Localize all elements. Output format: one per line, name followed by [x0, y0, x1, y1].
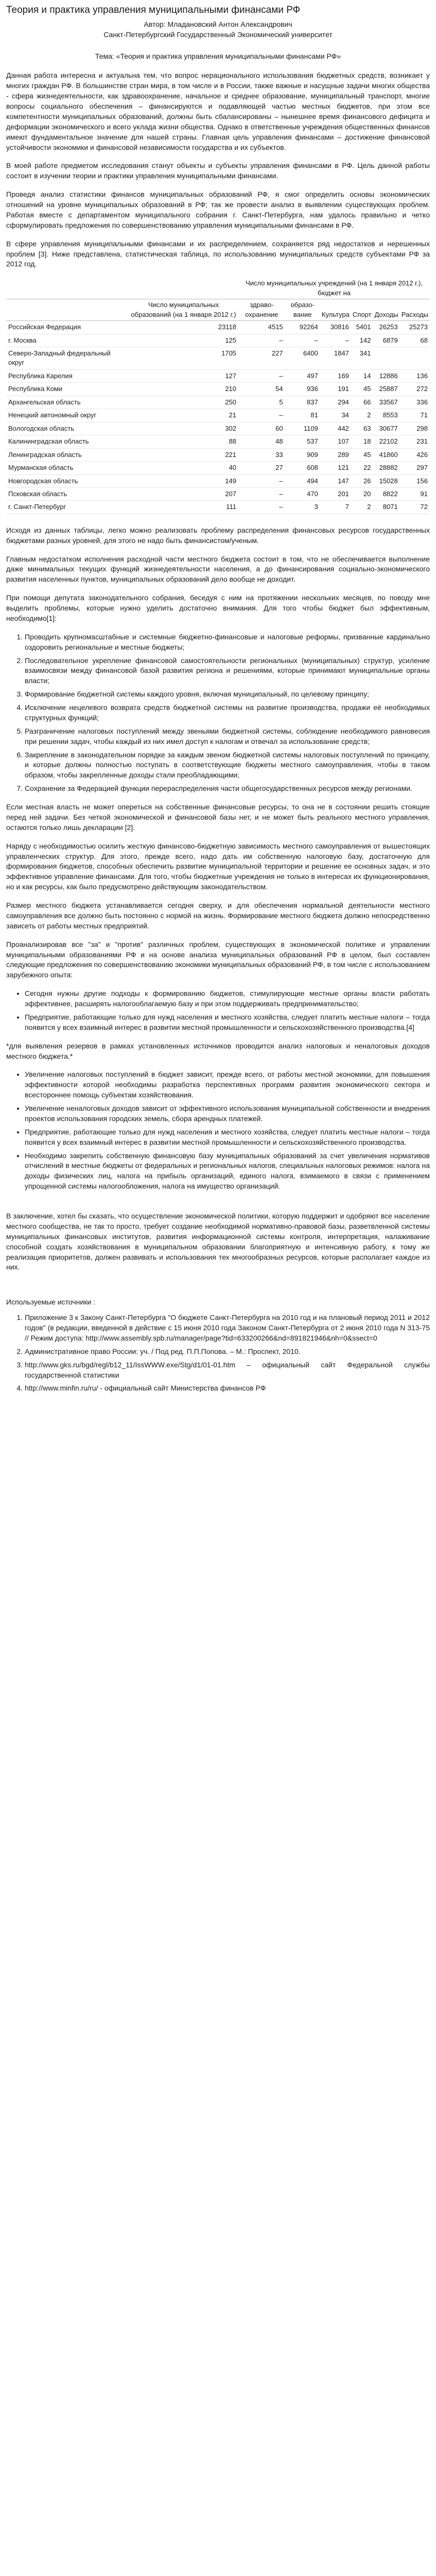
table-cell: 26 — [351, 474, 373, 487]
table-cell-region: Северо-Западный федеральный округ — [6, 347, 129, 369]
table-row — [6, 347, 430, 369]
table-cell: 294 — [320, 396, 351, 409]
table-row — [6, 369, 430, 382]
source-item: 1. Приложение 3 к Закону Санкт-Петербурга "О бюджете Санкт-Петербурга на 2010 год и на плановый период 2011 и 2012 годов" (в редакции, введенной в действие с 15 июня 2010 года Законом Санкт-Петербурга от 2 июня 2010 года N 313-75 // Режим доступа: http://www.assembly.spb.ru/manager/page?tid=633200266&nd=891821946&nh=0&ssect=0 — [25, 1313, 430, 1344]
table-cell: 30816 — [320, 321, 351, 334]
table-header: Спорт — [351, 299, 373, 321]
table-cell: 6400 — [285, 347, 320, 369]
table-cell: – — [238, 369, 285, 382]
table-header — [6, 278, 129, 299]
table-row — [6, 448, 430, 461]
table-cell: 442 — [320, 422, 351, 435]
table-cell: 91 — [400, 487, 430, 500]
table-cell: 107 — [320, 435, 351, 448]
table-header: Доходы — [373, 299, 399, 321]
table-cell: 1109 — [285, 422, 320, 435]
table-cell: 26253 — [373, 321, 399, 334]
table-cell: 289 — [320, 448, 351, 461]
table-cell-region: Вологодская область — [6, 422, 129, 435]
table-cell: 341 — [351, 347, 373, 369]
table-cell: 336 — [400, 396, 430, 409]
table-group-header: Число муниципальных учреждений (на 1 января 2012 г.), бюджет на — [238, 278, 430, 299]
list-item: 4. Исключение нецелевого возврата средств бюджетной системы на развитие производства, продажи её необходимых структурных функций; — [25, 703, 430, 723]
table-header: Расходы — [400, 299, 430, 321]
table-cell: 207 — [129, 487, 238, 500]
table-cell: 111 — [129, 501, 238, 514]
table-cell: – — [238, 501, 285, 514]
intro-paragraph: В сфере управления муниципальными финансами и их распределением, сохраняется ряд недостатков и нерешенных проблем [3]. Ниже представлена, статистическая таблица, по использованию муниципальных средств субъектами РФ за 2012 год. — [6, 239, 430, 268]
table-cell: 34 — [320, 409, 351, 422]
table-cell: – — [238, 487, 285, 500]
table-header: Культура — [320, 299, 351, 321]
table-cell: 30677 — [373, 422, 399, 435]
document-title: Теория и практика управления муниципальными финансами РФ — [6, 5, 301, 15]
table-cell: 221 — [129, 448, 238, 461]
table-cell: 60 — [238, 422, 285, 435]
list-item: • Предприятие, работающие только для нужд населения и местного хозяйства, следует платить местные налоги – тогда появится у всех взаимный интерес в развитии местной промышленности и сельскохозяйственного производства. — [25, 1127, 430, 1148]
table-cell: 121 — [320, 462, 351, 474]
table-cell: 88 — [129, 435, 238, 448]
table-cell: 936 — [285, 383, 320, 396]
table-cell: 227 — [238, 347, 285, 369]
table-cell: 4515 — [238, 321, 285, 334]
body-paragraph: Проанализировав все "за" и "против" различных проблем, существующих в экономической политике и управлении муниципальными образованиями РФ и на основе анализа муниципальных образований РФ в целом, был составлен следующие предложения по совершенствованию экономики муниципальных образований РФ, в том числе с использованием зарубежного опыта: — [6, 940, 430, 979]
table-cell: 68 — [400, 334, 430, 347]
table-cell-region: Республика Коми — [6, 383, 129, 396]
table-cell: 470 — [285, 487, 320, 500]
table-cell: 837 — [285, 396, 320, 409]
table-cell: 125 — [129, 334, 238, 347]
table-cell: 201 — [320, 487, 351, 500]
table-cell: 54 — [238, 383, 285, 396]
table-cell: 191 — [320, 383, 351, 396]
intro-paragraph: Данная работа интересна и актуальна тем, что вопрос нерационального использования бюджетных средств, возникает у многих граждан РФ. В большинстве стран мира, в том числе и в России, также важные и насущные задачи многих общества - сфера жизнедеятельности, как здравоохранение, начальное и среднее образование, муниципальный транспорт, многие вопросы социального обеспечения – финансируются и подавляющей частью местных бюджетов, при этом все компетентности муниципальных образований, должны быть сбалансированы – нынешнее время финансового дефицита и деформации экономического и всего уклада жизни общества. Однако в ответственные учреждения общественных финансов имеют фундаментальное значение для нашей страны. Главная цель управления финансами – достижение финансовой устойчивости экономики и финансовой независимости государства и их субъектов. — [6, 71, 430, 151]
table-cell: 20 — [351, 487, 373, 500]
conclusion-paragraph: В заключение, хотел бы сказать, что осуществление экономической политики, которую поддержит и одобряют все население местного сообщества, не так то просто, требует создание необходимой нормативно-правовой базы, разветвленной системы муниципальных финансовых институтов, развития информационной системы контроля, интерпретация, налаживание способной создать хозяйствования в муниципальном образовании благоприятную и интенсивную работу, к тому же реализация приоритетов, должен развивать и использования тех многообразных ресурсов, которые располагает каждое из них. — [6, 1212, 430, 1272]
table-cell: 25887 — [373, 383, 399, 396]
analysis-list — [6, 1070, 430, 1192]
table-cell: 169 — [320, 369, 351, 382]
table-cell: 909 — [285, 448, 320, 461]
table-cell: 5 — [238, 396, 285, 409]
institution: Санкт-Петербургский Государственный Экономический университет — [103, 30, 333, 39]
table-cell-region: Калининградская область — [6, 435, 129, 448]
intro-paragraph: В моей работе предметом исследования станут объекты и субъекты управления финансами в РФ. Цель данной работы состоит в изучении теории и практики управления муниципальными финансами. — [6, 161, 430, 180]
table-cell: 210 — [129, 383, 238, 396]
list-item: 7. Сохранение за Федерацией функции перераспределения части общегосударственных ресурсов между регионами. — [25, 784, 430, 794]
table-cell-region: г. Москва — [6, 334, 129, 347]
source-item: 3. http://www.gks.ru/bgd/regl/b12_11/IssWWW.exe/Stg/d1/01-01.htm – официальный сайт Федеральной службы государственной статистики — [25, 1360, 430, 1381]
table-cell: 40 — [129, 462, 238, 474]
proposals-list — [6, 989, 430, 1033]
table-cell: 72 — [400, 501, 430, 514]
table-cell: 272 — [400, 383, 430, 396]
table-cell: 494 — [285, 474, 320, 487]
author: Автор: Младановский Антон Александрович — [144, 20, 292, 28]
table-header: здраво-охранение — [238, 299, 285, 321]
source-item: 4. http://www.minfin.ru/ru/ - официальный сайт Министерства финансов РФ — [25, 1383, 430, 1394]
body-paragraph: Если местная власть не может опереться на собственные финансовые ресурсы, то она не в состоянии решить стоящие перед ней задачи. Без четкой экономической и финансовой базы нет, и не может быть реального местного управления, остаются только лишь декларации [2]. — [6, 803, 430, 832]
table-row — [6, 422, 430, 435]
table-cell: 8071 — [373, 501, 399, 514]
table-cell: 92264 — [285, 321, 320, 334]
list-item: 5. Разграничение налоговых поступлений между звеньями бюджетной системы, соблюдение необходимого равновесия при решении задач, чтобы каждый из них имел доступ к налогам и отвечал за использование средств; — [25, 726, 430, 747]
table-cell: 25273 — [400, 321, 430, 334]
table-cell: 18 — [351, 435, 373, 448]
table-cell: 7 — [320, 501, 351, 514]
table-cell: 8822 — [373, 487, 399, 500]
table-cell: 231 — [400, 435, 430, 448]
table-cell: 149 — [129, 474, 238, 487]
table-cell: – — [238, 409, 285, 422]
table-cell: 142 — [351, 334, 373, 347]
table-row — [6, 435, 430, 448]
list-item: 2. Последовательное укрепление финансовой самостоятельности региональных (муниципальных) структур, усиление взаимосвязи между финансовой базой развития региона и решениями, которые принимают муниципальные органы власти; — [25, 656, 430, 687]
spacer — [6, 1200, 430, 1211]
table-cell: 297 — [400, 462, 430, 474]
table-row — [6, 487, 430, 500]
table-cell: 27 — [238, 462, 285, 474]
list-item: • Увеличение налоговых поступлений в бюджет зависит, прежде всего, от работы местной экономики, для повышения эффективности которой необходимы разработка перспективных программ развития экономического сектора и всестороннее помощь субъектам хозяйствования. — [25, 1070, 430, 1100]
table-cell: 147 — [320, 474, 351, 487]
table-cell — [400, 347, 430, 369]
table-row — [6, 321, 430, 334]
table-cell: 1705 — [129, 347, 238, 369]
table-cell-region: Архангельская область — [6, 396, 129, 409]
table-header: образо-вание — [285, 299, 320, 321]
footnote-intro: *для выявления резервов в рамках установленных источников проводится анализ налоговых и неналоговых доходов местного бюджета.* — [6, 1041, 430, 1060]
table-cell: 6879 — [373, 334, 399, 347]
table-cell: 22102 — [373, 435, 399, 448]
table-cell: 2 — [351, 409, 373, 422]
list-item: 3. Формирование бюджетной системы каждого уровня, включая муниципальный, по целевому принципу; — [25, 689, 430, 700]
list-item: 6. Закрепление в законодательном порядке за каждым звеном бюджетной системы налоговых поступлений по принципу, и которые должны полностью поступать в соответствующие бюджеты местного самоуправления, чтобы в таком образом, чтобы закрепленные доходы стали преобладающими; — [25, 750, 430, 781]
table-cell: 63 — [351, 422, 373, 435]
table-cell-region: Псковская область — [6, 487, 129, 500]
table-cell: 28882 — [373, 462, 399, 474]
table-cell: – — [320, 334, 351, 347]
table-cell: 302 — [129, 422, 238, 435]
table-cell: 2 — [351, 501, 373, 514]
table-cell-region: Ленинградская область — [6, 448, 129, 461]
table-cell-region: Ненецкий автономный округ — [6, 409, 129, 422]
table-cell: 426 — [400, 448, 430, 461]
sources-list — [6, 1313, 430, 1394]
table-cell — [373, 347, 399, 369]
table-cell-region: Новгородская область — [6, 474, 129, 487]
table-cell: 81 — [285, 409, 320, 422]
table-cell: 5401 — [351, 321, 373, 334]
table-cell: 298 — [400, 422, 430, 435]
table-cell: – — [238, 474, 285, 487]
body-paragraph: Главным недостатком исполнения расходной части местного бюджета состоит в том, что не обеспечивается выполнение даже минимальных текущих функций жизнедеятельности населения, а до финансирования социально-экономического развития населенных пунктов, муниципальных образований дело вообще не доходит. — [6, 554, 430, 584]
table-cell: 1847 — [320, 347, 351, 369]
table-cell: 66 — [351, 396, 373, 409]
table-cell: 41860 — [373, 448, 399, 461]
table-body — [6, 321, 430, 514]
table-cell: – — [285, 334, 320, 347]
table-cell: 497 — [285, 369, 320, 382]
statistics-table — [6, 278, 430, 514]
table-row — [6, 383, 430, 396]
table-cell-region: г. Санкт-Петербург — [6, 501, 129, 514]
table-cell: 45 — [351, 448, 373, 461]
body-paragraph: Размер местного бюджета устанавливается сегодня сверху, и для обеспечения нормальной деятельности местного самоуправления все должно быть постоянно с нормой на жизнь. Формирование местного бюджета должно непосредственно зависеть от работы местных предприятий. — [6, 901, 430, 930]
table-cell-region: Мурманская область — [6, 462, 129, 474]
table-cell: 8553 — [373, 409, 399, 422]
table-cell: 14 — [351, 369, 373, 382]
table-cell: 156 — [400, 474, 430, 487]
table-cell: 608 — [285, 462, 320, 474]
list-item: • Сегодня нужны другие подходы к формированию бюджетов, стимулирующие местные органы власти работать эффективнее, расширять налогооблагаемую базу и при этом поддерживать предпринимательство; — [25, 989, 430, 1009]
table-cell: 127 — [129, 369, 238, 382]
table-cell: 33567 — [373, 396, 399, 409]
table-header-row — [6, 299, 430, 321]
topic: Тема: «Теория и практика управления муниципальными финансами РФ» — [95, 52, 341, 60]
table-row — [6, 474, 430, 487]
table-cell: 22 — [351, 462, 373, 474]
body-paragraph: Наряду с необходимостью осилить жесткую финансово-бюджетную зависимость местного самоуправления от вышестоящих управленческих структур. Для этого, прежде всего, надо дать им собственную налоговую базу, достаточную для формирования бюджетов, способных обеспечить развитие муниципальной территории и решение ее основных задач, и это эффективное управление финансами. Для того, чтобы бюджетные учреждения не только в интересах их функционирования, но и как ресурсы, как было предусмотрено действующим законодательством. — [6, 841, 430, 891]
table-cell: 537 — [285, 435, 320, 448]
list-item: • Увеличение неналоговых доходов зависит от эффективного использования муниципальной собственности и внедрения проектов использования городских земель, сбора арендных платежей. — [25, 1104, 430, 1124]
table-row — [6, 409, 430, 422]
table-cell: 136 — [400, 369, 430, 382]
list-item: 1. Проводить крупномасштабные и системные бюджетно-финансовые и налоговые реформы, призванные кардинально оздоровить региональные и местные бюджеты; — [25, 632, 430, 653]
table-header: Число муниципальных образований (на 1 января 2012 г.) — [129, 299, 238, 321]
table-cell: 23118 — [129, 321, 238, 334]
table-row — [6, 501, 430, 514]
table-cell: 48 — [238, 435, 285, 448]
body-paragraph: При помощи депутата законодательного собрания, беседуя с ним на протяжении нескольких месяцев, по поводу мне выделить проблемы, которые нужно уделить достаточно внимания. Для того чтобы бюджет был эффективным, необходимо[1]: — [6, 594, 430, 622]
table-cell: 71 — [400, 409, 430, 422]
list-item: • Предприятие, работающие только для нужд населения и местного хозяйства, следует платить местные налоги – тогда появится у всех взаимный интерес в развитии местной промышленности и сельскохозяйственного производства.[4] — [25, 1012, 430, 1033]
table-cell: 21 — [129, 409, 238, 422]
needs-list — [6, 632, 430, 794]
table-row — [6, 462, 430, 474]
list-item: • Необходимо закрепить собственную финансовую базу муниципальных образований за счет увеличения нормативов отчислений в местные бюджеты от федеральных и региональных налогов, специальных налоговых режимов: налога на доходы физических лиц, налога на прибыль организаций, единого налога, взимаемого в связи с применением упрощенной системы налогообложения, налога на имущество организаций. — [25, 1151, 430, 1192]
sources-title: Используемые источники : — [6, 1298, 95, 1307]
table-cell-region: Республика Карелия — [6, 369, 129, 382]
table-cell: 12886 — [373, 369, 399, 382]
body-paragraph: Исходя из данных таблицы, легко можно реализовать проблему распределения финансовых ресурсов государственных бюджетами разных уровней, для этого не надо быть финансистом/ученым. — [6, 526, 430, 545]
table-row — [6, 396, 430, 409]
table-cell: 250 — [129, 396, 238, 409]
table-cell: 3 — [285, 501, 320, 514]
table-cell: – — [238, 334, 285, 347]
table-header — [129, 278, 238, 299]
table-group-header-row — [6, 278, 430, 299]
table-header — [6, 299, 129, 321]
table-row — [6, 334, 430, 347]
table-cell: 15028 — [373, 474, 399, 487]
source-item: 2. Административное право России: уч. / Под ред. П.П.Попова. – М.: Проспект, 2010. — [25, 1347, 430, 1357]
table-cell: 33 — [238, 448, 285, 461]
table-cell-region: Российская Федерация — [6, 321, 129, 334]
table-cell: 45 — [351, 383, 373, 396]
intro-paragraph: Проведя анализ статистики финансов муниципальных образований РФ, я смог определить основы экономических отношений на уровне муниципальных образований в РФ; так же провести анализ в выявлении существующих проблем. Работая вместе с департаментом муниципального собрания г. Санкт-Петербурга, нам удалось правильно и четко сформулировать предложения по совершенствованию управления муниципальными финансами в РФ. — [6, 190, 430, 229]
